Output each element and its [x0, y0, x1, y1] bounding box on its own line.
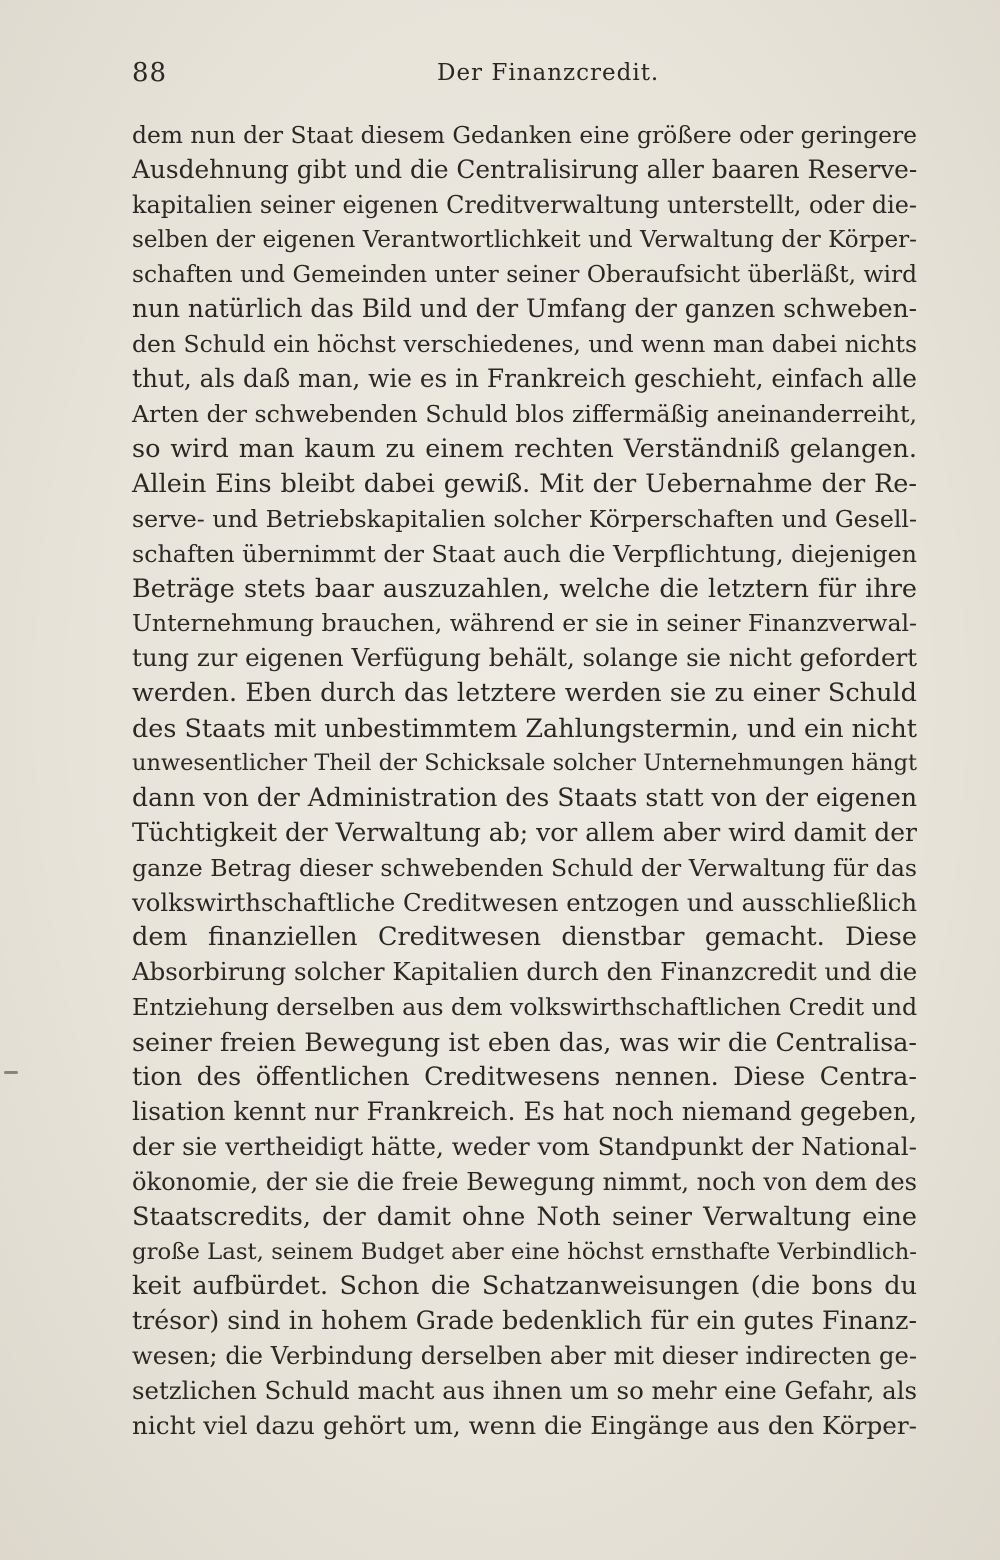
text-line: trésor) sind in hohem Grade bedenklich für ein gutes Finanz-: [132, 1306, 917, 1336]
text-line: ganze Betrag dieser schwebenden Schuld der Verwaltung für das: [132, 853, 917, 882]
text-line: Absorbirung solcher Kapitalien durch den Finanzcredit und die: [132, 957, 918, 987]
margin-mark: [4, 1071, 18, 1074]
text-line: Staatscredits, der damit ohne Noth seiner Verwaltung eine: [132, 1201, 917, 1232]
text-line: thut, als daß man, wie es in Frankreich geschieht, einfach alle: [132, 364, 917, 394]
text-line: nicht viel dazu gehört um, wenn die Eingänge aus den Körper-: [132, 1410, 917, 1440]
running-head: Der Finanzcredit.: [437, 60, 660, 86]
text-line: tion des öffentlichen Creditwesens nennen. Diese Centra-: [132, 1062, 917, 1093]
text-line: selben der eigenen Verantwortlichkeit und Verwaltung der Körper-: [132, 226, 917, 253]
text-line: Arten der schwebenden Schuld blos ziffermäßig aneinanderreiht,: [132, 400, 917, 429]
text-line: keit aufbürdet. Schon die Schatzanweisungen (die bons du: [132, 1271, 917, 1302]
page-number: 88: [132, 58, 168, 88]
text-line: kapitalien seiner eigenen Creditverwaltung unterstellt, oder die-: [132, 190, 917, 219]
text-line: des Staats mit unbestimmtem Zahlungstermin, und ein nicht: [132, 713, 918, 744]
text-line: Ausdehnung gibt und die Centralisirung aller baaren Reserve-: [132, 154, 918, 184]
text-line: serve- und Betriebskapitalien solcher Körperschaften und Gesell-: [132, 504, 917, 533]
text-line: lisation kennt nur Frankreich. Es hat noch niemand gegeben,: [132, 1096, 917, 1126]
page-header: [132, 58, 914, 94]
text-line: schaften übernimmt der Staat auch die Verpflichtung, diejenigen: [132, 539, 917, 568]
text-line: setzlichen Schuld macht aus ihnen um so mehr eine Gefahr, als: [132, 1376, 918, 1406]
text-line: Allein Eins bleibt dabei gewiß. Mit der Uebernahme der Re-: [132, 468, 917, 499]
text-line: werden. Eben durch das letztere werden sie zu einer Schuld: [132, 678, 917, 709]
text-line: den Schuld ein höchst verschiedenes, und wenn man dabei nichts: [132, 330, 917, 359]
text-line: volkswirthschaftliche Creditwesen entzogen und ausschließlich: [132, 887, 917, 917]
text-line: seiner freien Bewegung ist eben das, was wir die Centralisa-: [132, 1027, 917, 1058]
text-line: dem finanziellen Creditwesen dienstbar gemacht. Diese: [132, 922, 917, 953]
text-line: Beträge stets baar auszuzahlen, welche die letztern für ihre: [132, 573, 917, 604]
text-line: Tüchtigkeit der Verwaltung ab; vor allem aber wird damit der: [132, 817, 917, 847]
text-line: große Last, seinem Budget aber eine höchst ernsthafte Verbindlich-: [132, 1238, 917, 1265]
text-line: wesen; die Verbindung derselben aber mit dieser indirecten ge-: [132, 1342, 917, 1371]
text-line: dann von der Administration des Staats statt von der eigenen: [132, 782, 917, 812]
text-line: Unternehmung brauchen, während er sie in seiner Finanzverwal-: [132, 609, 918, 638]
text-line: so wird man kaum zu einem rechten Verständniß gelangen.: [132, 434, 917, 465]
body-text: [132, 118, 917, 1444]
text-line: dem nun der Staat diesem Gedanken eine größere oder geringere: [132, 121, 917, 149]
text-line: unwesentlicher Theil der Schicksale solcher Unternehmungen hängt: [132, 750, 917, 777]
text-line: der sie vertheidigt hätte, weder vom Standpunkt der National-: [132, 1131, 917, 1161]
text-line: Entziehung derselben aus dem volkswirthschaftlichen Credit und: [132, 993, 918, 1022]
text-line: tung zur eigenen Verfügung behält, solange sie nicht gefordert: [132, 643, 917, 673]
text-line: ökonomie, der sie die freie Bewegung nimmt, noch von dem des: [132, 1167, 918, 1196]
text-line: schaften und Gemeinden unter seiner Oberaufsicht überläßt, wird: [132, 260, 917, 288]
text-line: nun natürlich das Bild und der Umfang der ganzen schweben-: [132, 294, 917, 324]
